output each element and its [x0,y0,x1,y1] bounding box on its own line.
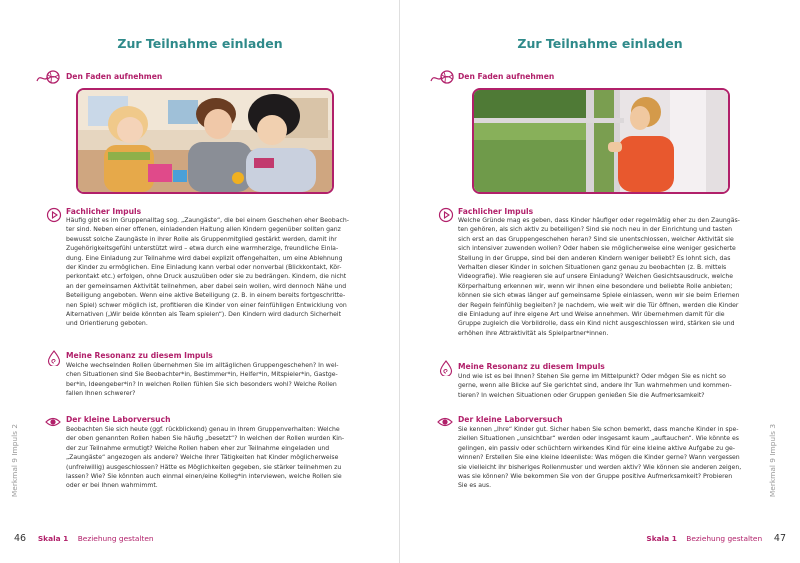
text-line: ter sind. Neben einer offenen, einladenden Haltung allen Kindern gegenüber sollten ganz [66,226,341,234]
text-line: erhöhen ihre Attraktivität als Spielpartner*innen. [458,329,609,337]
text-line: oder er bei Ihnen wahrnimmt. [66,482,158,490]
text-line: können sie sich etwas länger auf gemeinsame Spiele einlassen, wenn wir sie beim Erlernen [458,292,740,300]
text-line: Häufig gibt es im Gruppenalltag sog. „Zaungäste“, die bei einem Geschehen eher Beobach- [66,217,349,224]
text-line: Zugehörigkeitsgefühl unterstützt wird – etwa durch eine warmherzige, freundliche Einla- [66,245,339,253]
text-line: chen Situationen sind Sie Beobachter*in, Bestimmer*in, Helfer*in, Mitspieler*in, Gastge- [66,371,338,379]
section-heading-faden: Den Faden aufnehmen [66,72,163,81]
page-number: 47 [773,533,786,544]
text-line: sich intensiver zuwenden wollen? Oder haben sie möglicherweise eine weniger gesicherte [458,245,736,253]
resonanz-text [66,361,374,399]
resonanz-text [458,372,766,400]
text-line: und Orientierung geboten. [66,320,148,328]
text-line: Videografie). Wie reagieren sie auf unsere Einladung? Welchen Gesichtsausdruck, welche [458,273,734,281]
text-line: gelingen, ein passiv oder schüchtern wirkendes Kind für eine kleine aktive Aufgabe zu ge- [458,444,735,452]
page-footer [646,533,786,544]
text-line: der Kinder zu ermöglichen. Eine Einladung kann verbal oder nonverbal (Blickkontakt, Kör- [66,264,342,272]
text-line: der zur Teilnahme ermutigt? Welche Rollen haben eher zur Teilnahme eingeladen und [66,444,330,452]
labor-text [458,425,766,491]
text-line: Beobachten Sie sich heute (ggf. rückblickend) genau in Ihrem Gruppenverhalten: Welche [66,426,340,433]
text-line: Verhalten dieser Kinder in solchen Situationen ganz genau zu beobachten (z. B. mittels [458,264,727,272]
text-line: Körperhaltung erkennen wir, wenn wir ihnen eine besondere und beliebte Rolle anbieten; [458,282,733,290]
eye-icon [45,414,61,430]
photo-children-playing [76,88,334,194]
text-line: Beteiligung angeboten. Wenn eine aktive Beteiligung (z. B. in einem bereits fortgeschritte- [66,292,346,300]
photo-image [78,90,332,192]
play-circle-icon [438,207,454,223]
section-heading-labor: Der kleine Laborversuch [66,415,171,424]
text-line: ber*in, Ideengeber*in? In welchen Rollen fühlen Sie sich besonders wohl? Welche Rollen [66,380,337,388]
labor-text [66,425,374,491]
text-line: Sie es aus. [458,482,492,490]
text-line: sich erst an das Gruppengeschehen heran? Sind sie unentschlossen, welcher Aktivität sie [458,235,734,243]
text-line: ziellen Situationen „unsichtbar“ werden oder insgesamt kaum „auftauchen“. Wie könnte es [458,435,740,443]
footer-skala: Skala 1 [37,534,69,543]
text-line: Welche Gründe mag es geben, dass Kinder häufiger oder regelmäßig eher zu den Zaungäs- [458,217,740,224]
photo-image [474,90,728,192]
footer-topic: Beziehung gestalten [686,534,763,543]
yarn-ball-icon [430,69,456,85]
section-heading-resonanz: Meine Resonanz zu diesem Impuls [66,351,213,360]
text-line: tieren? In welchen Situationen oder Gruppen genießen Sie die Aufmerksamkeit? [458,391,705,399]
page-title: Zur Teilnahme einladen [117,36,283,51]
text-line: „Zaungäste“ angezogen als andere? Welche Ihrer Tätigkeiten hat Kinder möglicherweise [66,454,339,462]
side-label: Merkmal 9 Impuls 2 [10,423,20,498]
text-line: an der gemeinsamen Aktivität teilnehmen, aber dabei sein wollen, wird dennoch Nähe und [66,282,347,290]
page-footer [14,533,154,544]
text-line: Sie kennen „Ihre“ Kinder gut. Sicher haben Sie schon bemerkt, dass manche Kinder in spe- [458,426,739,433]
text-line: perkontakt etc.) erfolgen, ohne Druck auszuüben oder sie zu bedrängen. Kindern, die nicht [66,273,347,281]
section-heading-impuls: Fachlicher Impuls [458,207,534,216]
impuls-text [66,216,374,329]
text-line: bewusst solche Zaungäste in ihrer Rolle als Gruppenmitglied gestärkt werden, damit ihr [66,235,337,243]
drop-spiral-icon [46,350,62,366]
drop-spiral-icon [438,360,454,376]
text-line: (unfreiwillig) ausgeschlossen? Hätte es Möglichkeiten gegeben, sie stärker teilnehmen zu [66,463,342,471]
footer-topic: Beziehung gestalten [77,534,154,543]
photo-child-at-window [472,88,730,194]
page-number: 46 [14,533,27,544]
section-heading-faden: Den Faden aufnehmen [458,72,555,81]
text-line: Stellung in der Gruppe, sind bei den anderen Kindern weniger beliebt? Es lohnt sich, das [458,254,731,262]
section-heading-labor: Der kleine Laborversuch [458,415,563,424]
text-line: lassen? Wie? Sie könnten auch einmal einen/eine Kolleg*in interviewen, welche Rollen sie [66,473,342,481]
text-line: winnen? Erstellen Sie eine kleine Ideenliste: Was mögen die Kinder gerne? Wann vergessen [458,454,740,462]
text-line: der Regeln feinfühlig begleiten? Je nachdem, wie weit wir die Tür öffnen, werden die Kinder [458,301,739,309]
text-line: gerne, wenn alle Blicke auf Sie gerichtet sind, andere Ihr Tun wahrnehmen und kommen- [458,382,732,390]
eye-icon [437,414,453,430]
footer-skala: Skala 1 [646,534,677,543]
text-line: der oben genannten Rollen haben Sie häufig „besetzt“? In welchen der Rollen wurden Kin- [66,435,345,443]
yarn-ball-icon [36,69,62,85]
text-line: Alternativen („Wir beide könnten als Team spielen“). Den Kindern wird dadurch Sicherheit [66,311,341,319]
text-line: die Einladung auf ihre eigene Art und Weise annehmen. Wir übernehmen damit für die [458,311,725,319]
text-line: Welche wechselnden Rollen übernehmen Sie im alltäglichen Gruppengeschehen? In wel- [66,362,339,369]
page-title: Zur Teilnahme einladen [517,36,683,51]
section-heading-resonanz: Meine Resonanz zu diesem Impuls [458,362,605,371]
text-line: Und wie ist es bei Ihnen? Stehen Sie gerne im Mittelpunkt? Oder mögen Sie es nicht so [458,373,726,380]
section-heading-impuls: Fachlicher Impuls [66,207,142,216]
text-line: ten gehören, als sich aktiv zu beteiligen? Sind sie noch neu in der Einrichtung und tasten [458,226,733,234]
text-line: nen Spiel) schwer möglich ist, profitieren die Kinder von einer feinfühligen Entwicklung von [66,301,347,309]
side-label: Merkmal 9 Impuls 3 [768,423,778,498]
impuls-text [458,216,766,338]
play-circle-icon [46,207,62,223]
right-page [400,0,800,563]
text-line: sie vielleicht ihr bisheriges Rollenmuster und werden aktiv? Wie können sie anderen zeigen, [458,463,742,471]
text-line: was sie können? Wie bekommen Sie von der Gruppe positive Aufmerksamkeit? Probieren [458,473,733,481]
text-line: fallen Ihnen schwerer? [66,390,136,398]
text-line: Gruppe zugleich die Vorbildrolle, dass ein Kind nicht ausgeschlossen wird, stärken sie und [458,320,735,328]
text-line: dung. Eine Einladung zur Teilnahme wird dabei explizit offengehalten, um eine Ablehnung [66,254,343,262]
